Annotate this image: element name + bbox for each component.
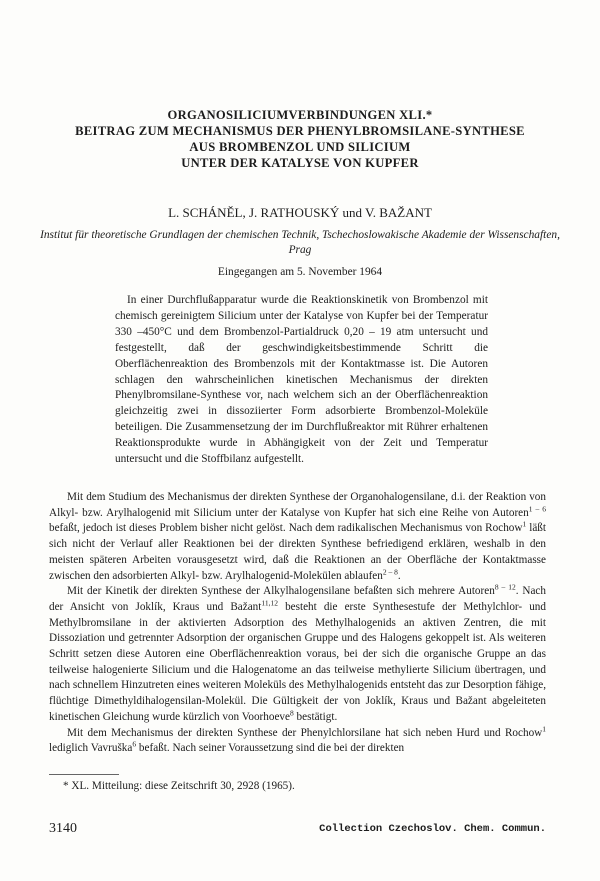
body-paragraph [49,584,546,725]
text-run: bestätigt. [293,710,338,723]
text-run: Mit der Kinetik der direkten Synthese der Alkylhalogensilane befaßten sich mehrere Autoren [67,585,495,598]
body-text [49,490,546,757]
text-run: befaßt. Nach seiner Voraussetzung sind die bei der direkten [136,742,405,755]
abstract-text: In einer Durchflußapparatur wurde die Reaktionskinetik von Brombenzol mit chemisch gereinigtem Silicium unter der Katalyse von Kupfer bei der Temperatur 330 –450°C und dem Brombenzol-Partialdruck 0,20 – 19 atm untersucht und festgestellt, daß der geschwindigkeitsbestimmende Schritt die Oberflächenreaktion des Brombenzols mit der Kontaktmasse ist. Die Autoren schlagen den wahrscheinlichen kinetischen Mechanismus der direkten Phenylbromsilane-Synthese vor, nach welchem sich an der Oberflächenreaktion gleichzeitig zwei in dissoziierter Form adsorbierte Brombenzol-Moleküle beteiligen. Die Zusammensetzung der im Durchflußreaktor mit Rührer erhaltenen Reaktionsprodukte wurde in Abhängigkeit von der Zeit und Temperatur untersucht und die Stoffbilanz aufgestellt. [115,294,488,466]
title-line: BEITRAG ZUM MECHANISMUS DER PHENYLBROMSILANE-SYNTHESE [75,124,525,138]
citation-superscript: 8 – 12 [494,582,516,592]
text-run: Mit dem Mechanismus der direkten Synthese der Phenylchlorsilane hat sich neben Hurd und Rochow [67,726,543,739]
body-paragraph [49,490,546,584]
text-run: Mit dem Studium des Mechanismus der direkten Synthese der Organohalogensilane, d.i. der Reaktion von Alkyl- bzw. Arylhalogenid mit Silicium unter der Katalyse von Kupfer hat sich eine Reihe von Autoren [49,491,546,519]
citation-superscript: 1 – 6 [528,503,547,513]
journal-name: Collection Czechoslov. Chem. Commun. [319,823,546,835]
text-run: lediglich Vavruška [49,742,133,755]
title-line: AUS BROMBENZOL UND SILICIUM [189,140,411,154]
text-run: befaßt, jedoch ist dieses Problem bisher nicht gelöst. Nach dem radikalischen Mechanismus von Rochow [49,522,523,535]
body-paragraph [49,723,546,757]
citation-superscript: 2 – 8 [382,566,398,576]
page-number: 3140 [49,821,77,836]
title-line: UNTER DER KATALYSE VON KUPFER [181,156,419,170]
title-block [20,107,580,171]
authors: L. SCHÁNĚL, J. RATHOUSKÝ und V. BAŽANT [168,205,432,220]
citation-superscript: 11,12 [261,598,278,608]
footnote: * XL. Mitteilung: diese Zeitschrift 30, 2928 (1965). [63,780,295,792]
text-run: . [397,569,401,582]
footnote-rule [49,774,119,775]
title-line: ORGANOSILICIUMVERBINDUNGEN XLI.* [167,108,433,122]
text-run: . Nach der Ansicht von Joklík, Kraus und Bažant [49,585,546,613]
citation-superscript: 8 [290,708,294,718]
text-run: besteht die erste Synthesestufe der Methylchlor- und Methylbromsilane in der aktivierten Adsorption des Methylhalogenids an aktiven Zentren, die mit Dissoziation und getrennter Adsorption der organischen Gruppe und des Halogens gekoppelt ist. Als weiteren Schritt setzen diese Autoren eine Oberflächenreaktion voraus, bei der sich die organische Gruppe an das teilweise halogenierte Silicium und die Halogenatome an das teilweise methylierte Silicium übertragen, und nach schnellem Hinzutreten eines weiteren Moleküls des Methylhalogenids entsteht das zur Desorption fähige, flüchtige Dimethyldihalogensilan-Molekül. Die Gültigkeit der von Joklík, Kraus und Bažant abgeleiteten kinetischen Gleichung wurde kürzlich von Voorhoeve [49,600,546,723]
citation-superscript: 1 [522,519,527,529]
affiliation: Institut für theoretische Grundlagen der chemischen Technik, Tschechoslowakische Akademie der Wissenschaften, Prag [40,229,560,256]
citation-superscript: 6 [132,739,137,749]
received-date: Eingegangen am 5. November 1964 [217,266,383,278]
citation-superscript: 1 [542,723,546,733]
abstract [115,293,488,468]
text-run: läßt sich nicht der Verlauf aller Reaktionen bei der direkten Synthese befriedigend erklären, weshalb in den meisten späteren Arbeiten vorausgesetzt wird, daß die Reaktionen an der Oberfläche der Kontaktmasse zwischen den adsorbierten Alkyl- bzw. Arylhalogenid-Molekülen ablaufen [49,522,547,582]
